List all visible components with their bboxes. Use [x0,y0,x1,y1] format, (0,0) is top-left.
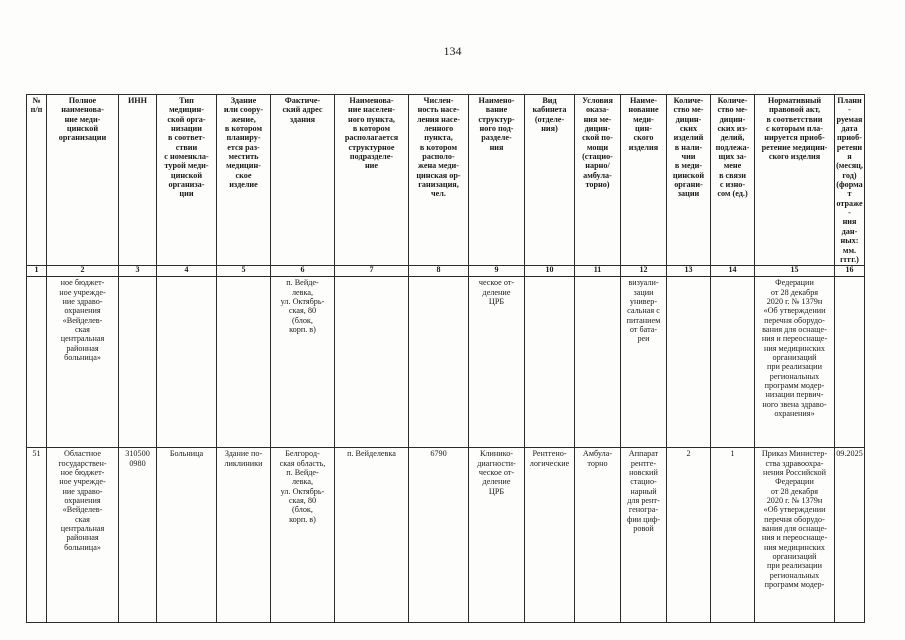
header-cell-device-name: Наиме- нование меди- цин- ского изделия [621,95,667,266]
table-cell: Областное государствен- ное бюджет- ное учрежде- ние здраво- охранения «Вейделев- ская центральная районная больница» [47,448,119,623]
page-number: 134 [443,44,462,58]
column-number: 16 [835,266,865,277]
header-cell-care-conditions: Условия оказа- ния ме- дицин- ской по- мощи (стацио- нарно/ амбула- торно) [575,95,621,266]
table-cell: 2 [667,448,711,623]
header-cell-org-type: Тип медицин- ской орга- низации в соответ- ствии с номенкла- турой меди- цинской организа- ции [157,95,217,266]
column-number: 7 [335,266,409,277]
column-number-row [27,266,865,277]
column-number: 14 [711,266,755,277]
column-number: 2 [47,266,119,277]
column-number: 4 [157,266,217,277]
column-number: 9 [469,266,525,277]
table-cell [119,277,157,448]
header-cell-building: Здание или соору- жение, в котором планиру- ется раз- местить медицин- ское изделие [217,95,271,266]
table-cell: Белгород- ская область, п. Вейде- левка, ул. Октябрь- ская, 80 (блок, корп. в) [271,448,335,623]
table-cell: Аппарат рентге- новский стацио- нарный для рент- геногра- фии циф- ровой [621,448,667,623]
table-cell [575,277,621,448]
column-number: 5 [217,266,271,277]
table-cell: 09.2025 [835,448,865,623]
header-cell-room-type: Вид кабинета (отделе- ния) [525,95,575,266]
table-cell: ное бюджет- ное учрежде- ние здраво- охранения «Вейделев- ская центральная районная больница» [47,277,119,448]
header-cell-org-name: Полное наименова- ние меди- цинской организации [47,95,119,266]
header-cell-legal-act: Нормативный правовой акт, в соответствии с которым пла- нируется приоб- ретение медицин- ского изделия [755,95,835,266]
table-cell [217,277,271,448]
table-cell: ческое от- деление ЦРБ [469,277,525,448]
equipment-register-table [26,94,865,623]
table-cell: Амбула- торно [575,448,621,623]
table-cell: Рентгено- логические [525,448,575,623]
header-cell-inn: ИНН [119,95,157,266]
table-cell: Здание по- ликлиники [217,448,271,623]
table-cell [525,277,575,448]
table-cell: 1 [711,448,755,623]
header-cell-number: № п/п [27,95,47,266]
header-cell-population: Числен- ность насе- ления насе- ленного пункта, в котором располо- жена меди- цинская ор- ганизация, чел. [409,95,469,266]
table-cell: Федерации от 28 декабря 2020 г. № 1379н «Об утверждении перечня оборудо- вания для оснаще- ния и переоснаще- ния медицинских организаций при реализации региональных программ модер- низации первич- ного звена здраво- охранения» [755,277,835,448]
column-number: 8 [409,266,469,277]
table-cell [335,277,409,448]
column-number: 6 [271,266,335,277]
table-cell: 6790 [409,448,469,623]
column-number: 15 [755,266,835,277]
table-cell: п. Вейделевка [335,448,409,623]
table-cell: 51 [27,448,47,623]
table-cell: п. Вейде- левка, ул. Октябрь- ская, 80 (блок, корп. в) [271,277,335,448]
header-cell-settlement: Наименова- ние населен- ного пункта, в котором располагается структурное подразделе- ние [335,95,409,266]
register-table-sheet [26,94,864,596]
column-number: 13 [667,266,711,277]
table-cell [409,277,469,448]
table-cell: визуали- зации универ- сальная с питанием от бата- реи [621,277,667,448]
table-cell [835,277,865,448]
header-cell-subdivision: Наимено- вание структур- ного под- разделе- ния [469,95,525,266]
header-cell-planned-date: Плани- руемая дата приоб- ретения (месяц, год) (формат отраже- ния дан- ных: мм. гггг.) [836,96,863,264]
header-cell-devices-to-replace: Количе- ство ме- дицин- ских из- делий, подлежа- щих за- мене в связи с изно- сом (ед.) [711,95,755,266]
column-number: 3 [119,266,157,277]
table-cell: Клинико- диагности- ческое от- деление ЦРБ [469,448,525,623]
table-cell [711,277,755,448]
column-number: 1 [27,266,47,277]
table-cell [27,277,47,448]
table-cell: 310500 0980 [119,448,157,623]
header-cell-devices-available: Количе- ство ме- дицин- ских изделий в нали- чии в меди- цинской органи- зации [667,95,711,266]
column-number: 12 [621,266,667,277]
header-cell-address: Фактиче- ский адрес здания [271,95,335,266]
header-row [27,95,865,266]
table-cell: Больница [157,448,217,623]
table-row-continued [27,277,865,448]
table-row-51 [27,448,865,623]
table-cell: Приказ Министер- ства здравоохра- нения Российской Федерации от 28 декабря 2020 г. № 1379н «Об утверждении перечня оборудо- вания для оснаще- ния и переоснаще- ния медицинских организаций при реализации региональных программ модер- [755,448,835,623]
column-number: 11 [575,266,621,277]
table-cell [157,277,217,448]
table-cell [667,277,711,448]
column-number: 10 [525,266,575,277]
